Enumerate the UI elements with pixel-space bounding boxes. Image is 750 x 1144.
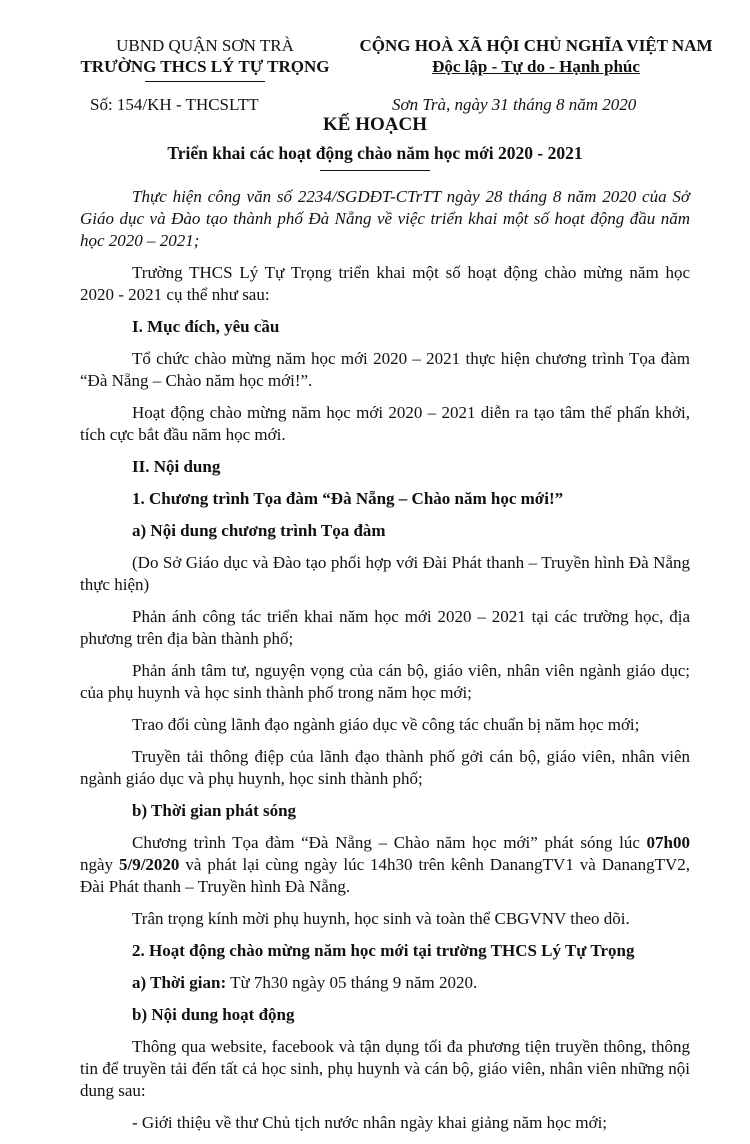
paragraph: Trao đổi cùng lãnh đạo ngành giáo dục về công tác chuẩn bị năm học mới; (132, 715, 640, 734)
time-value: Từ 7h30 ngày 05 tháng 9 năm 2020. (226, 973, 478, 992)
paragraph: Tổ chức chào mừng năm học mới 2020 – 2021 thực hiện chương trình Tọa đàm “Đà Nẵng – Chào năm học mới!”. (80, 349, 690, 390)
paragraph: Phản ánh tâm tư, nguyện vọng của cán bộ, giáo viên, nhân viên ngành giáo dục; của phụ huynh và học sinh thành phố trong năm học mới; (80, 661, 690, 702)
paragraph: Trân trọng kính mời phụ huynh, học sinh và toàn thể CBGVNV theo dõi. (132, 909, 630, 928)
text-run: và phát lại cùng ngày lúc 14h30 trên kênh DanangTV1 và DanangTV2, Đài Phát thanh – Truyền hình Đà Nẵng. (80, 855, 690, 896)
intro-paragraph: Trường THCS Lý Tự Trọng triển khai một số hoạt động chào mừng năm học 2020 - 2021 cụ thể như sau: (80, 263, 690, 304)
document-subtitle: Triển khai các hoạt động chào năm học mới 2020 - 2021 (167, 143, 583, 163)
broadcast-date: 5/9/2020 (118, 855, 180, 874)
school-name: TRƯỜNG THCS LÝ TỰ TRỌNG (80, 57, 330, 76)
document-date: Sơn Trà, ngày 31 tháng 8 năm 2020 (392, 95, 637, 114)
text-run: ngày (80, 855, 119, 874)
document-title: KẾ HOẠCH (323, 114, 427, 135)
paragraph: Hoạt động chào mừng năm học mới 2020 – 2021 diễn ra tạo tâm thế phấn khởi, tích cực bắt đầu năm học mới. (80, 403, 690, 444)
paragraph: Phản ánh công tác triển khai năm học mới 2020 – 2021 tại các trường học, địa phương trên địa bàn thành phố; (80, 607, 690, 648)
subsection-heading: b) Nội dung hoạt động (132, 1005, 295, 1024)
district-name: UBND QUẬN SƠN TRÀ (116, 36, 294, 55)
national-motto-block (332, 35, 740, 77)
paragraph: Truyền tải thông điệp của lãnh đạo thành phố gởi cán bộ, giáo viên, nhân viên ngành giáo dục và phụ huynh, học sinh thành phố; (80, 747, 690, 788)
paragraph: Thông qua website, facebook và tận dụng tối đa phương tiện truyền thông, thông tin để truyền tải đến tất cả học sinh, phụ huynh và cán bộ, giáo viên, nhân viên những nội dung sau: (80, 1037, 690, 1100)
subsection-heading: a) Nội dung chương trình Tọa đàm (132, 521, 386, 540)
section-heading: II. Nội dung (132, 457, 221, 476)
subsection-heading: b) Thời gian phát sóng (132, 801, 297, 820)
paragraph: (Do Sở Giáo dục và Đào tạo phối hợp với Đài Phát thanh – Truyền hình Đà Nẵng thực hiện) (80, 553, 690, 594)
time-paragraph (80, 972, 690, 994)
intro-paragraph: Thực hiện công văn số 2234/SGDĐT-CTrTT ngày 28 tháng 8 năm 2020 của Sở Giáo dục và Đào tạo thành phố Đà Nẵng về việc triển khai một số hoạt động đầu năm học 2020 – 2021; (80, 187, 690, 250)
issuer-divider (145, 81, 265, 82)
time-label: a) Thời gian: (132, 973, 227, 992)
motto: Độc lập - Tự do - Hạnh phúc (432, 57, 640, 76)
broadcast-paragraph (80, 832, 690, 898)
document-body (80, 186, 690, 1144)
broadcast-time: 07h00 (646, 833, 690, 852)
document-subtitle-block (0, 143, 750, 171)
country-name: CỘNG HOÀ XÃ HỘI CHỦ NGHĨA VIỆT NAM (359, 36, 713, 55)
list-item: - Giới thiệu về thư Chủ tịch nước nhân ngày khai giảng năm học mới; (132, 1113, 608, 1132)
document-number: Số: 154/KH - THCSLTT (90, 95, 259, 114)
subsection-heading: 1. Chương trình Tọa đàm “Đà Nẵng – Chào năm học mới!” (132, 489, 564, 508)
subsection-heading: 2. Hoạt động chào mừng năm học mới tại trường THCS Lý Tự Trọng (132, 941, 635, 960)
title-divider (320, 170, 430, 171)
text-run: Chương trình Tọa đàm “Đà Nẵng – Chào năm học mới” phát sóng lúc (132, 833, 647, 852)
issuer-block (64, 35, 346, 82)
section-heading: I. Mục đích, yêu cầu (132, 317, 280, 336)
